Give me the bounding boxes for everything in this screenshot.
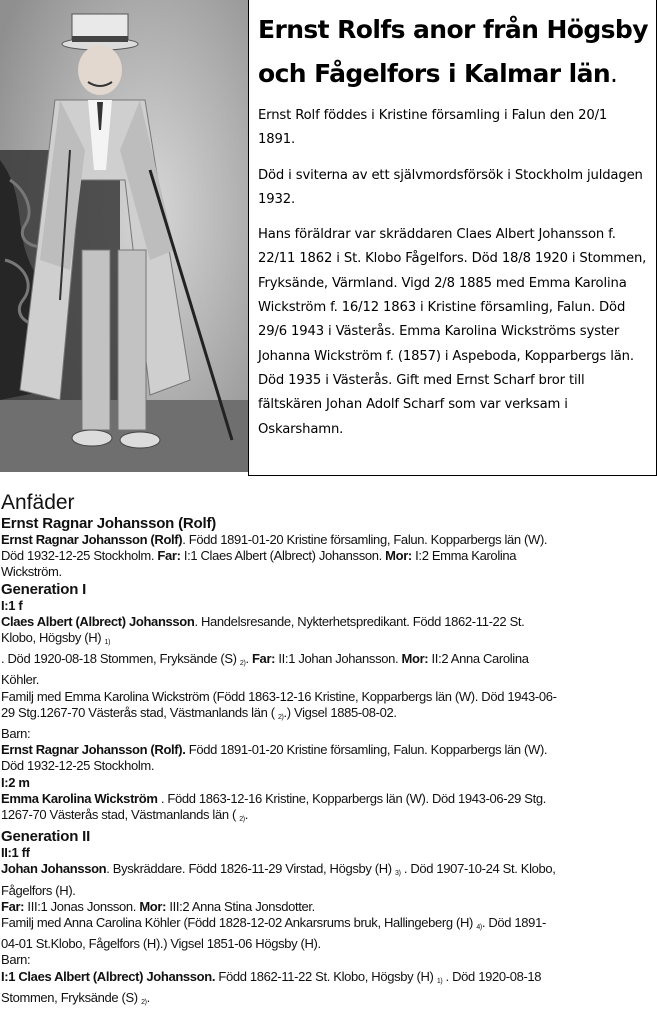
page-title: Ernst Rolfs anor från Högsby och Fågelfors i Kalmar län. [258, 15, 648, 88]
generation-2-entry-father: II:1 ff Johan Johansson. Byskräddare. Född 1826-11-29 Virstad, Högsby (H) $_{3)}$ . Död 1907-10-24 St. Klobo, Fågelfors (H). Far: III:1 Jonas Jonsson. Mor: III:2 Anna Stina Jonsdotter. Familj med Anna Carolina Köhler (Född 1828-12-02 Ankarsrums bruk, Hallingeberg (H) $_{4)}$. Död 1891- 04-01 St.Klobo, Fågelfors (H).) Vigsel 1851-06 Högsby (H). Barn: I:1 Claes Albert (Albrect) Johansson. Född 1862-11-22 St. Klobo, Högsby (H) $_{1)}$ . Död 1920-08-18 Stommen, Fryksände (S) $_{2)}$. [1, 845, 653, 1011]
source-ref: 1) [104, 639, 111, 647]
subject-entry: Ernst Ragnar Johansson (Rolf). Född 1891-01-20 Kristine församling, Falun. Kopparbergs län (W). Död 1932-12-25 Stockholm. Far: I:1 Claes Albert (Albrect) Johansson. Mor: I:2 Emma Karolina Wickström. [1, 532, 548, 580]
person-name: Emma Karolina Wickström [1, 790, 158, 806]
source-ref: 3) [395, 870, 401, 878]
mor-label: Mor: [385, 548, 412, 564]
generation-1-entry-mother: I:2 m Emma Karolina Wickström . Född 1863-12-16 Kristine, Kopparbergs län (W). Död 1943-06-29 Stg. 1267-70 Västerås stad, Västmanlands län ( $_{2)}$. [1, 775, 653, 829]
child-name: I:1 Claes Albert (Albrect) Johansson. [1, 968, 216, 984]
portrait-photo-drawing [0, 0, 248, 472]
source-ref: 2) [239, 660, 246, 668]
portrait-photo [0, 0, 248, 472]
subject-name: Ernst Ragnar Johansson (Rolf) [1, 532, 183, 547]
family-line: 04-01 St.Klobo, Fågelfors (H).) Vigsel 1851-06 Högsby (H). [1, 936, 321, 952]
children-label: Barn: [1, 952, 31, 968]
far-label: Far: [157, 548, 181, 564]
subject-heading: Ernst Ragnar Johansson (Rolf) [1, 515, 217, 532]
child-name: Ernst Ragnar Johansson (Rolf). [1, 742, 186, 758]
source-ref: 2) [277, 713, 284, 721]
generation-1-entry-father: I:1 f Claes Albert (Albrect) Johansson. Handelsresande, Nykterhetspredikant. Född 1862-11-22 St. Klobo, Högsby (H) $_{1)}$ . Död 1920-08-18 Stommen, Fryksände (S) $_{2)}$. Far: II:1 Johan Johansson. Mor: II:2 Anna Carolina Köhler. Familj med Emma Karolina Wickström (Född 1863-12-16 Kristine, Kopparbergs län (W). Död 1943-06- 29 Stg.1267-70 Västerås stad, Västmanlands län ( $_{2)}$.) Vigsel 1885-08-02. Barn: Ernst Ragnar Johansson (Rolf). Född 1891-01-20 Kristine församling, Falun. Kopparbergs län (W). Död 1932-12-25 Stockholm. [1, 598, 653, 775]
intro-paragraph-birth: Ernst Rolf föddes i Kristine församling i Falun den 20/1 1891. [258, 108, 608, 148]
person-id: I:1 f [1, 597, 23, 613]
family-line: Familj med Emma Karolina Wickström (Född 1863-12-16 Kristine, Kopparbergs län (W). Död 1943-06- [1, 688, 557, 704]
generation-1-heading: Generation I [1, 580, 87, 598]
ancestry-list [1, 490, 653, 1011]
source-ref: 2) [141, 998, 147, 1006]
person-name: Johan Johansson [1, 861, 107, 877]
person-id: II:1 ff [1, 845, 30, 861]
children-label: Barn: [1, 726, 31, 742]
generation-2-heading: Generation II [1, 828, 91, 846]
person-name: Claes Albert (Albrect) Johansson [1, 613, 195, 629]
source-ref: 1) [436, 977, 443, 985]
ancestry-heading: Anfäder [1, 491, 75, 514]
intro-box [248, 0, 657, 476]
source-ref: 2) [239, 816, 245, 824]
source-ref: 4) [476, 924, 482, 932]
person-id: I:2 m [1, 774, 30, 790]
intro-paragraph-death: Död i sviterna av ett självmordsförsök i Stockholm juldagen 1932. [258, 167, 643, 207]
page-title-dot: . [610, 59, 618, 88]
intro-paragraph-parents: Hans föräldrar var skräddaren Claes Albert Johansson f. 22/11 1862 i St. Klobo Fågelfors. Död 18/8 1920 i Stommen, Fryksände, Värmland. Vigd 2/8 1885 med Emma Karolina Wickström f. 16/12 1863 i Kristine församling, Falun. Död 29/6 1943 i Västerås. Emma Karolina Wickströms syster Johanna Wickström f. (1857) i Aspeboda, Kopparbergs län. Död 1935 i Västerås. Gift med Ernst Scharf bror till fältskären Johan Adolf Scharf som var verksam i Oskarshamn. [258, 227, 647, 437]
